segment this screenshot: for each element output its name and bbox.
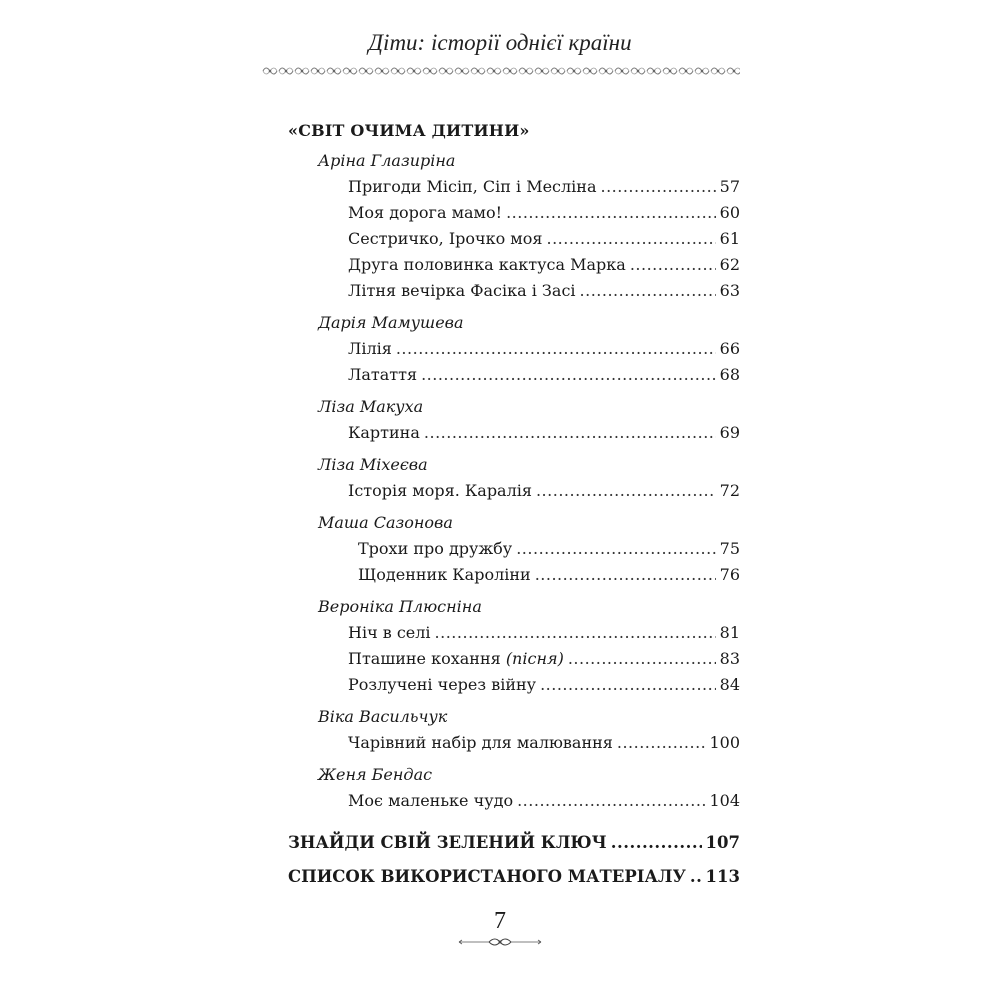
- dot-leader: [517, 788, 705, 814]
- toc-entry[interactable]: [288, 536, 740, 562]
- author-name: Аріна Глазиріна: [318, 151, 456, 170]
- entry-page: 68: [719, 365, 740, 384]
- dot-leader: [546, 226, 715, 252]
- author-name: Женя Бендас: [318, 765, 433, 784]
- toc-entry[interactable]: [288, 362, 740, 388]
- toc-entry[interactable]: [288, 478, 740, 504]
- major-entry-title: ЗНАЙДИ СВІЙ ЗЕЛЕНИЙ КЛЮЧ: [288, 833, 607, 852]
- running-head: Діти: історії однієї країни: [368, 30, 632, 55]
- major-entry-page: 107: [705, 833, 740, 852]
- dot-leader: [536, 478, 716, 504]
- entry-page: 81: [719, 623, 740, 642]
- entry-title: Трохи про дружбу: [358, 539, 513, 558]
- toc-major-entry[interactable]: [288, 864, 740, 898]
- author-group: [288, 310, 740, 388]
- entry-page: 57: [719, 177, 740, 196]
- entry-title: Розлучені через війну: [348, 675, 537, 694]
- entry-page: 61: [719, 229, 740, 248]
- entry-title: Моє маленьке чудо: [348, 791, 514, 810]
- entry-title: Літня вечірка Фасіка і Засі: [348, 281, 576, 300]
- author-name: Вероніка Плюсніна: [318, 597, 482, 616]
- toc-entry[interactable]: [288, 226, 740, 252]
- toc-entry[interactable]: [288, 420, 740, 446]
- author-name: Дарія Мамушева: [318, 313, 464, 332]
- entry-page: 76: [719, 565, 740, 584]
- dot-leader: [535, 562, 716, 588]
- entry-page: 62: [719, 255, 740, 274]
- entry-title-text: Пташине кохання: [348, 649, 501, 668]
- entry-page: 66: [719, 339, 740, 358]
- entry-title: [348, 646, 564, 672]
- entry-page: 63: [719, 281, 740, 300]
- entry-note: (пісня): [505, 649, 564, 668]
- dot-leader: [435, 620, 716, 646]
- author-group: [288, 704, 740, 756]
- toc-entry[interactable]: [288, 646, 740, 672]
- major-entry-page: 113: [705, 867, 740, 886]
- entry-title: Друга половинка кактуса Марка: [348, 255, 626, 274]
- header-ornament-icon: [262, 64, 740, 78]
- entry-title: Щоденник Кароліни: [358, 565, 531, 584]
- dot-leader: [580, 278, 716, 304]
- dot-leader: [630, 252, 716, 278]
- entry-title: Чарівний набір для малювання: [348, 733, 613, 752]
- dot-leader: [421, 362, 716, 388]
- toc-entry[interactable]: [288, 200, 740, 226]
- author-name: Ліза Макуха: [318, 397, 424, 416]
- toc-entry[interactable]: [288, 562, 740, 588]
- entry-page: 83: [719, 649, 740, 668]
- dot-leader: [568, 646, 716, 672]
- author-group: [288, 452, 740, 504]
- toc-entry[interactable]: [288, 336, 740, 362]
- author-group: [288, 394, 740, 446]
- entry-title: Ніч в селі: [348, 623, 431, 642]
- dot-leader: [690, 864, 702, 890]
- toc-entry[interactable]: [288, 252, 740, 278]
- author-group: [288, 510, 740, 588]
- page-number: 7: [494, 908, 506, 934]
- entry-page: 104: [709, 791, 740, 810]
- entry-page: 69: [719, 423, 740, 442]
- toc-major-entry[interactable]: [288, 830, 740, 864]
- entry-page: 100: [709, 733, 740, 752]
- author-name: Ліза Міхеєва: [318, 455, 428, 474]
- section-title: «СВІТ ОЧИМА ДИТИНИ»: [288, 121, 530, 140]
- author-group: [288, 148, 740, 304]
- author-group: [288, 762, 740, 814]
- entry-title: Латаття: [348, 365, 418, 384]
- toc-entry[interactable]: [288, 174, 740, 200]
- dot-leader: [617, 730, 706, 756]
- entry-page: 84: [719, 675, 740, 694]
- toc-entry[interactable]: [288, 788, 740, 814]
- entry-title: Історія моря. Каралія: [348, 481, 532, 500]
- dot-leader: [424, 420, 716, 446]
- dot-leader: [611, 830, 702, 856]
- entry-title: Лілія: [348, 339, 392, 358]
- author-name: Віка Васильчук: [318, 707, 448, 726]
- major-entry-title: СПИСОК ВИКОРИСТАНОГО МАТЕРІАЛУ: [288, 867, 686, 886]
- toc-entry[interactable]: [288, 672, 740, 698]
- entry-page: 60: [719, 203, 740, 222]
- flourish-icon: [455, 934, 545, 950]
- dot-leader: [516, 536, 715, 562]
- entry-title: Картина: [348, 423, 420, 442]
- toc-entry[interactable]: [288, 620, 740, 646]
- dot-leader: [540, 672, 716, 698]
- entry-page: 72: [719, 481, 740, 500]
- dot-leader: [601, 174, 716, 200]
- entry-title: Моя дорога мамо!: [348, 203, 503, 222]
- entry-title: Сестричко, Ірочко моя: [348, 229, 543, 248]
- entry-page: 75: [719, 539, 740, 558]
- author-group: [288, 594, 740, 698]
- toc-entry[interactable]: [288, 730, 740, 756]
- dot-leader: [396, 336, 716, 362]
- dot-leader: [506, 200, 716, 226]
- table-of-contents: [288, 118, 740, 898]
- toc-entry[interactable]: [288, 278, 740, 304]
- author-name: Маша Сазонова: [318, 513, 453, 532]
- entry-title: Пригоди Місіп, Сіп і Месліна: [348, 177, 597, 196]
